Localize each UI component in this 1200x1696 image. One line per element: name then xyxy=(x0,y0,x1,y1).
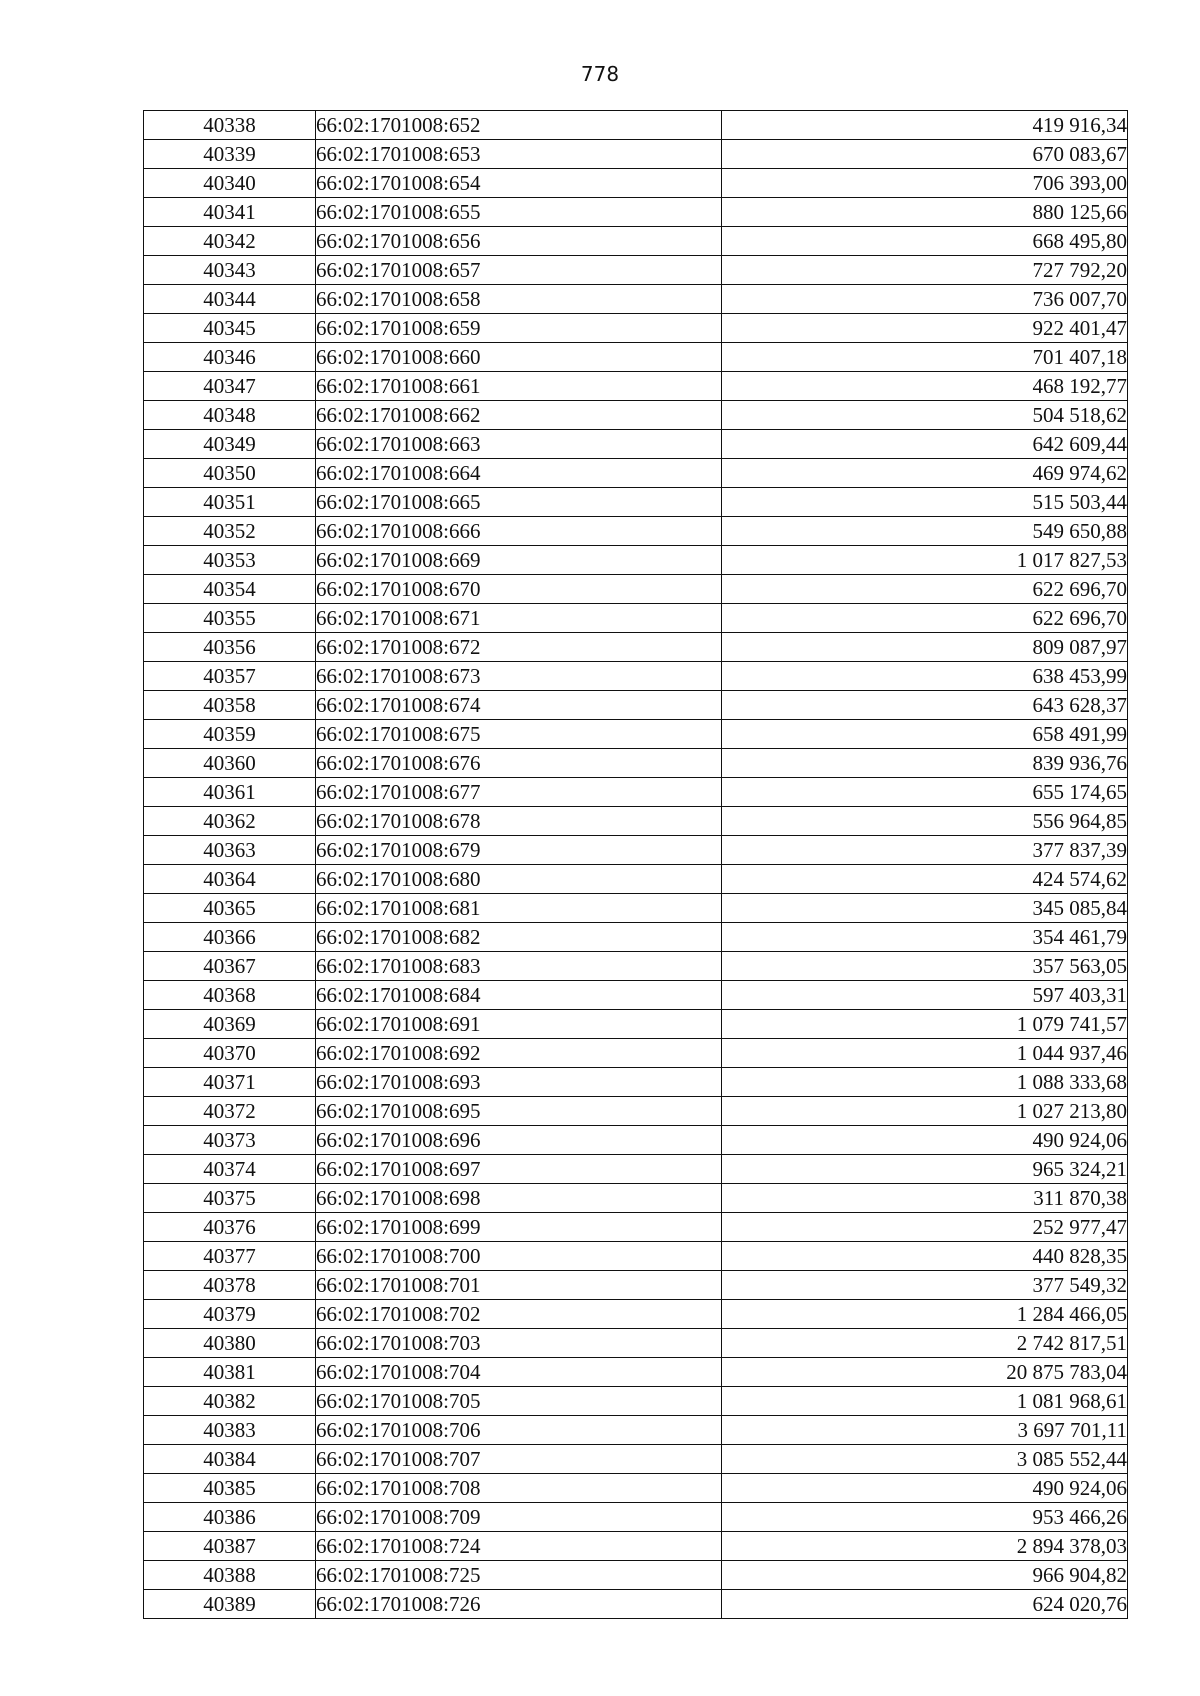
cadastral-number-cell: 66:02:1701008:681 xyxy=(316,894,722,923)
row-number-cell: 40351 xyxy=(144,488,316,517)
table-row xyxy=(144,198,1128,227)
cadastral-value-cell: 966 904,82 xyxy=(722,1561,1128,1590)
table-row xyxy=(144,1474,1128,1503)
page-number: 778 xyxy=(580,62,620,86)
row-number-cell: 40381 xyxy=(144,1358,316,1387)
cadastral-number-cell: 66:02:1701008:653 xyxy=(316,140,722,169)
table-row xyxy=(144,169,1128,198)
cadastral-value-cell: 419 916,34 xyxy=(722,111,1128,140)
row-number-cell: 40389 xyxy=(144,1590,316,1619)
table-row xyxy=(144,633,1128,662)
row-number-cell: 40384 xyxy=(144,1445,316,1474)
table-row xyxy=(144,1184,1128,1213)
cadastral-number-cell: 66:02:1701008:669 xyxy=(316,546,722,575)
cadastral-value-cell: 469 974,62 xyxy=(722,459,1128,488)
cadastral-number-cell: 66:02:1701008:671 xyxy=(316,604,722,633)
row-number-cell: 40366 xyxy=(144,923,316,952)
cadastral-number-cell: 66:02:1701008:706 xyxy=(316,1416,722,1445)
cadastral-value-cell: 549 650,88 xyxy=(722,517,1128,546)
row-number-cell: 40357 xyxy=(144,662,316,691)
cadastral-value-cell: 345 085,84 xyxy=(722,894,1128,923)
cadastral-value-cell: 1 079 741,57 xyxy=(722,1010,1128,1039)
cadastral-value-cell: 642 609,44 xyxy=(722,430,1128,459)
cadastral-number-cell: 66:02:1701008:702 xyxy=(316,1300,722,1329)
row-number-cell: 40353 xyxy=(144,546,316,575)
cadastral-number-cell: 66:02:1701008:652 xyxy=(316,111,722,140)
cadastral-number-cell: 66:02:1701008:679 xyxy=(316,836,722,865)
cadastral-value-cell: 1 044 937,46 xyxy=(722,1039,1128,1068)
table-row xyxy=(144,1126,1128,1155)
row-number-cell: 40340 xyxy=(144,169,316,198)
cadastral-number-cell: 66:02:1701008:675 xyxy=(316,720,722,749)
table-row xyxy=(144,952,1128,981)
cadastral-value-table xyxy=(143,110,1128,1619)
cadastral-number-cell: 66:02:1701008:678 xyxy=(316,807,722,836)
cadastral-value-cell: 377 549,32 xyxy=(722,1271,1128,1300)
row-number-cell: 40375 xyxy=(144,1184,316,1213)
cadastral-number-cell: 66:02:1701008:698 xyxy=(316,1184,722,1213)
cadastral-number-cell: 66:02:1701008:704 xyxy=(316,1358,722,1387)
cadastral-number-cell: 66:02:1701008:707 xyxy=(316,1445,722,1474)
cadastral-value-cell: 1 088 333,68 xyxy=(722,1068,1128,1097)
table-row xyxy=(144,227,1128,256)
table-row xyxy=(144,1503,1128,1532)
cadastral-number-cell: 66:02:1701008:660 xyxy=(316,343,722,372)
cadastral-number-cell: 66:02:1701008:662 xyxy=(316,401,722,430)
row-number-cell: 40352 xyxy=(144,517,316,546)
cadastral-value-cell: 922 401,47 xyxy=(722,314,1128,343)
cadastral-value-cell: 20 875 783,04 xyxy=(722,1358,1128,1387)
cadastral-value-cell: 953 466,26 xyxy=(722,1503,1128,1532)
row-number-cell: 40373 xyxy=(144,1126,316,1155)
table-row xyxy=(144,1271,1128,1300)
cadastral-number-cell: 66:02:1701008:708 xyxy=(316,1474,722,1503)
cadastral-number-cell: 66:02:1701008:663 xyxy=(316,430,722,459)
row-number-cell: 40367 xyxy=(144,952,316,981)
cadastral-value-cell: 658 491,99 xyxy=(722,720,1128,749)
cadastral-value-cell: 311 870,38 xyxy=(722,1184,1128,1213)
table-row xyxy=(144,604,1128,633)
cadastral-value-cell: 490 924,06 xyxy=(722,1126,1128,1155)
cadastral-value-cell: 809 087,97 xyxy=(722,633,1128,662)
table-row xyxy=(144,1561,1128,1590)
cadastral-value-cell: 468 192,77 xyxy=(722,372,1128,401)
cadastral-value-cell: 1 081 968,61 xyxy=(722,1387,1128,1416)
cadastral-value-cell: 655 174,65 xyxy=(722,778,1128,807)
row-number-cell: 40360 xyxy=(144,749,316,778)
cadastral-value-cell: 597 403,31 xyxy=(722,981,1128,1010)
cadastral-value-cell: 880 125,66 xyxy=(722,198,1128,227)
row-number-cell: 40382 xyxy=(144,1387,316,1416)
cadastral-value-cell: 490 924,06 xyxy=(722,1474,1128,1503)
cadastral-number-cell: 66:02:1701008:670 xyxy=(316,575,722,604)
table-row xyxy=(144,314,1128,343)
cadastral-value-cell: 515 503,44 xyxy=(722,488,1128,517)
row-number-cell: 40348 xyxy=(144,401,316,430)
cadastral-value-cell: 354 461,79 xyxy=(722,923,1128,952)
table-row xyxy=(144,1329,1128,1358)
row-number-cell: 40359 xyxy=(144,720,316,749)
cadastral-number-cell: 66:02:1701008:724 xyxy=(316,1532,722,1561)
table-row xyxy=(144,285,1128,314)
cadastral-number-cell: 66:02:1701008:696 xyxy=(316,1126,722,1155)
cadastral-number-cell: 66:02:1701008:697 xyxy=(316,1155,722,1184)
cadastral-value-cell: 670 083,67 xyxy=(722,140,1128,169)
cadastral-value-cell: 357 563,05 xyxy=(722,952,1128,981)
table-row xyxy=(144,1039,1128,1068)
cadastral-value-cell: 2 742 817,51 xyxy=(722,1329,1128,1358)
table-row xyxy=(144,140,1128,169)
row-number-cell: 40343 xyxy=(144,256,316,285)
table-row xyxy=(144,894,1128,923)
cadastral-number-cell: 66:02:1701008:654 xyxy=(316,169,722,198)
cadastral-number-cell: 66:02:1701008:661 xyxy=(316,372,722,401)
cadastral-number-cell: 66:02:1701008:672 xyxy=(316,633,722,662)
row-number-cell: 40362 xyxy=(144,807,316,836)
cadastral-value-cell: 706 393,00 xyxy=(722,169,1128,198)
cadastral-value-cell: 643 628,37 xyxy=(722,691,1128,720)
row-number-cell: 40356 xyxy=(144,633,316,662)
row-number-cell: 40363 xyxy=(144,836,316,865)
cadastral-number-cell: 66:02:1701008:684 xyxy=(316,981,722,1010)
table-row xyxy=(144,1358,1128,1387)
table-row xyxy=(144,778,1128,807)
cadastral-value-cell: 252 977,47 xyxy=(722,1213,1128,1242)
row-number-cell: 40347 xyxy=(144,372,316,401)
cadastral-value-cell: 2 894 378,03 xyxy=(722,1532,1128,1561)
cadastral-number-cell: 66:02:1701008:665 xyxy=(316,488,722,517)
table-row xyxy=(144,1387,1128,1416)
cadastral-value-cell: 668 495,80 xyxy=(722,227,1128,256)
cadastral-number-cell: 66:02:1701008:726 xyxy=(316,1590,722,1619)
cadastral-value-cell: 3 085 552,44 xyxy=(722,1445,1128,1474)
cadastral-number-cell: 66:02:1701008:664 xyxy=(316,459,722,488)
cadastral-number-cell: 66:02:1701008:682 xyxy=(316,923,722,952)
cadastral-number-cell: 66:02:1701008:699 xyxy=(316,1213,722,1242)
cadastral-number-cell: 66:02:1701008:676 xyxy=(316,749,722,778)
row-number-cell: 40372 xyxy=(144,1097,316,1126)
row-number-cell: 40371 xyxy=(144,1068,316,1097)
table-row xyxy=(144,517,1128,546)
cadastral-number-cell: 66:02:1701008:657 xyxy=(316,256,722,285)
cadastral-number-cell: 66:02:1701008:725 xyxy=(316,1561,722,1590)
row-number-cell: 40386 xyxy=(144,1503,316,1532)
row-number-cell: 40344 xyxy=(144,285,316,314)
table-row xyxy=(144,923,1128,952)
cadastral-value-cell: 440 828,35 xyxy=(722,1242,1128,1271)
cadastral-number-cell: 66:02:1701008:683 xyxy=(316,952,722,981)
table-row xyxy=(144,401,1128,430)
table-row xyxy=(144,1010,1128,1039)
cadastral-value-cell: 1 017 827,53 xyxy=(722,546,1128,575)
row-number-cell: 40376 xyxy=(144,1213,316,1242)
cadastral-value-cell: 965 324,21 xyxy=(722,1155,1128,1184)
cadastral-number-cell: 66:02:1701008:705 xyxy=(316,1387,722,1416)
row-number-cell: 40369 xyxy=(144,1010,316,1039)
table-row xyxy=(144,430,1128,459)
row-number-cell: 40354 xyxy=(144,575,316,604)
row-number-cell: 40339 xyxy=(144,140,316,169)
cadastral-number-cell: 66:02:1701008:659 xyxy=(316,314,722,343)
table-row xyxy=(144,1068,1128,1097)
row-number-cell: 40380 xyxy=(144,1329,316,1358)
cadastral-value-cell: 622 696,70 xyxy=(722,575,1128,604)
cadastral-number-cell: 66:02:1701008:709 xyxy=(316,1503,722,1532)
table-row xyxy=(144,1155,1128,1184)
table-row xyxy=(144,691,1128,720)
table-row xyxy=(144,981,1128,1010)
cadastral-number-cell: 66:02:1701008:691 xyxy=(316,1010,722,1039)
row-number-cell: 40383 xyxy=(144,1416,316,1445)
cadastral-number-cell: 66:02:1701008:655 xyxy=(316,198,722,227)
row-number-cell: 40379 xyxy=(144,1300,316,1329)
table-row xyxy=(144,575,1128,604)
cadastral-number-cell: 66:02:1701008:695 xyxy=(316,1097,722,1126)
cadastral-value-cell: 727 792,20 xyxy=(722,256,1128,285)
row-number-cell: 40350 xyxy=(144,459,316,488)
row-number-cell: 40370 xyxy=(144,1039,316,1068)
table-row xyxy=(144,1445,1128,1474)
table-row xyxy=(144,372,1128,401)
cadastral-number-cell: 66:02:1701008:701 xyxy=(316,1271,722,1300)
row-number-cell: 40374 xyxy=(144,1155,316,1184)
cadastral-number-cell: 66:02:1701008:692 xyxy=(316,1039,722,1068)
table-row xyxy=(144,749,1128,778)
row-number-cell: 40361 xyxy=(144,778,316,807)
table-row xyxy=(144,1416,1128,1445)
cadastral-value-cell: 3 697 701,11 xyxy=(722,1416,1128,1445)
cadastral-value-cell: 1 027 213,80 xyxy=(722,1097,1128,1126)
table-row xyxy=(144,1242,1128,1271)
row-number-cell: 40368 xyxy=(144,981,316,1010)
row-number-cell: 40358 xyxy=(144,691,316,720)
row-number-cell: 40338 xyxy=(144,111,316,140)
table-row xyxy=(144,1590,1128,1619)
row-number-cell: 40364 xyxy=(144,865,316,894)
table-row xyxy=(144,836,1128,865)
cadastral-number-cell: 66:02:1701008:700 xyxy=(316,1242,722,1271)
row-number-cell: 40342 xyxy=(144,227,316,256)
table-row xyxy=(144,662,1128,691)
cadastral-value-cell: 556 964,85 xyxy=(722,807,1128,836)
cadastral-value-cell: 638 453,99 xyxy=(722,662,1128,691)
row-number-cell: 40349 xyxy=(144,430,316,459)
table-row xyxy=(144,488,1128,517)
row-number-cell: 40355 xyxy=(144,604,316,633)
cadastral-number-cell: 66:02:1701008:658 xyxy=(316,285,722,314)
row-number-cell: 40378 xyxy=(144,1271,316,1300)
row-number-cell: 40365 xyxy=(144,894,316,923)
cadastral-value-cell: 504 518,62 xyxy=(722,401,1128,430)
cadastral-value-cell: 624 020,76 xyxy=(722,1590,1128,1619)
table-row xyxy=(144,720,1128,749)
table-row xyxy=(144,256,1128,285)
table-row xyxy=(144,111,1128,140)
cadastral-number-cell: 66:02:1701008:656 xyxy=(316,227,722,256)
row-number-cell: 40341 xyxy=(144,198,316,227)
cadastral-value-cell: 1 284 466,05 xyxy=(722,1300,1128,1329)
cadastral-value-cell: 424 574,62 xyxy=(722,865,1128,894)
cadastral-value-cell: 701 407,18 xyxy=(722,343,1128,372)
table-row xyxy=(144,807,1128,836)
table-body xyxy=(144,111,1128,1619)
row-number-cell: 40345 xyxy=(144,314,316,343)
table-row xyxy=(144,1213,1128,1242)
table-row xyxy=(144,343,1128,372)
cadastral-number-cell: 66:02:1701008:666 xyxy=(316,517,722,546)
row-number-cell: 40346 xyxy=(144,343,316,372)
row-number-cell: 40387 xyxy=(144,1532,316,1561)
cadastral-value-cell: 839 936,76 xyxy=(722,749,1128,778)
table-row xyxy=(144,546,1128,575)
cadastral-number-cell: 66:02:1701008:673 xyxy=(316,662,722,691)
row-number-cell: 40377 xyxy=(144,1242,316,1271)
table-row xyxy=(144,459,1128,488)
row-number-cell: 40388 xyxy=(144,1561,316,1590)
table-row xyxy=(144,1097,1128,1126)
cadastral-number-cell: 66:02:1701008:674 xyxy=(316,691,722,720)
table-row xyxy=(144,1532,1128,1561)
cadastral-value-cell: 736 007,70 xyxy=(722,285,1128,314)
cadastral-number-cell: 66:02:1701008:677 xyxy=(316,778,722,807)
table-row xyxy=(144,865,1128,894)
cadastral-number-cell: 66:02:1701008:693 xyxy=(316,1068,722,1097)
table-row xyxy=(144,1300,1128,1329)
cadastral-value-cell: 377 837,39 xyxy=(722,836,1128,865)
cadastral-number-cell: 66:02:1701008:680 xyxy=(316,865,722,894)
row-number-cell: 40385 xyxy=(144,1474,316,1503)
cadastral-number-cell: 66:02:1701008:703 xyxy=(316,1329,722,1358)
cadastral-value-cell: 622 696,70 xyxy=(722,604,1128,633)
